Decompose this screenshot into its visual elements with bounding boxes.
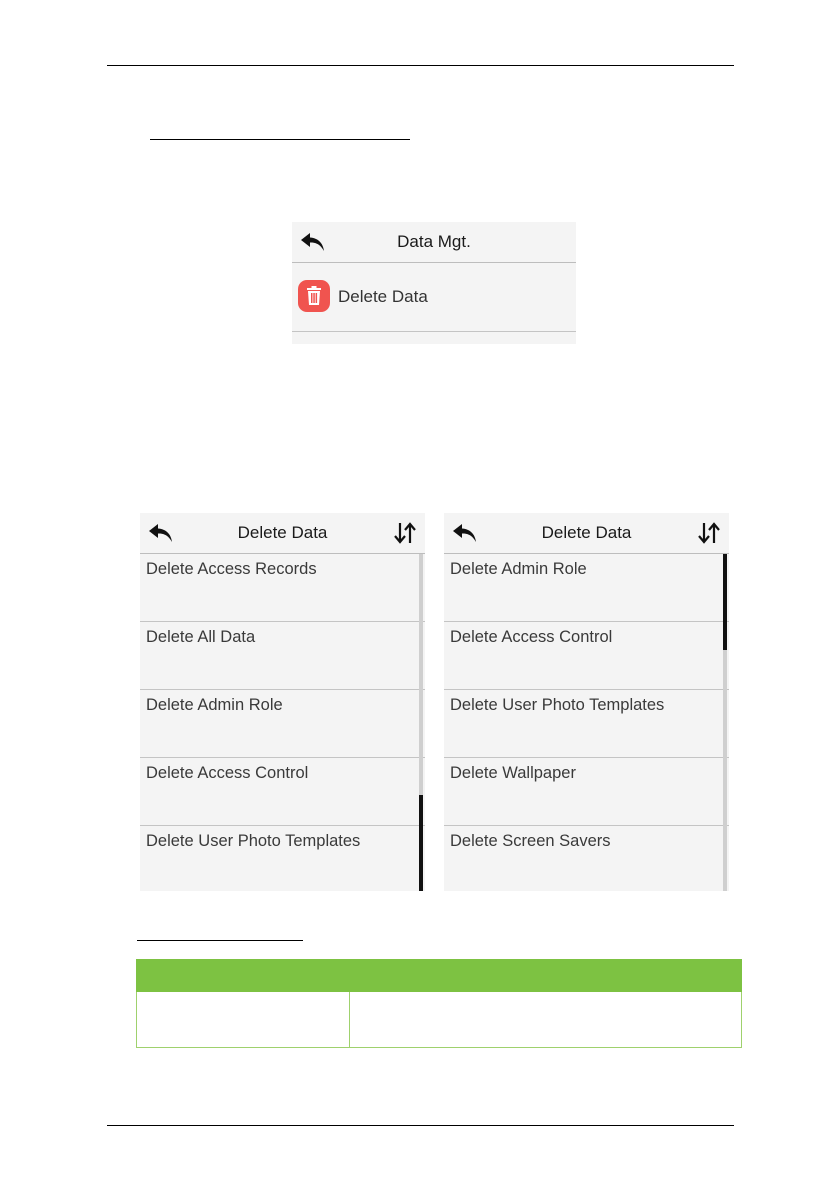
screen-title: Delete Data xyxy=(237,523,328,542)
data-mgt-screen xyxy=(292,222,576,344)
scrollbar[interactable] xyxy=(419,554,423,891)
scrollbar[interactable] xyxy=(723,554,727,891)
list-item-label: Delete Admin Role xyxy=(146,696,283,714)
list-item-label: Delete Access Control xyxy=(146,764,309,782)
list-item[interactable] xyxy=(140,826,425,891)
list-item-label: Delete Wallpaper xyxy=(450,764,576,782)
sort-arrows-icon[interactable] xyxy=(697,521,721,545)
footer-rule xyxy=(107,1125,734,1126)
screen-title: Delete Data xyxy=(541,523,632,542)
screen-title: Data Mgt. xyxy=(397,232,471,251)
list-item-label: Delete Screen Savers xyxy=(450,832,611,850)
table-cell xyxy=(137,992,350,1048)
list-item-label: Delete All Data xyxy=(146,628,256,646)
header-rule xyxy=(107,65,734,66)
table-header-cell xyxy=(137,960,350,992)
trash-icon xyxy=(298,280,330,312)
scrollbar-thumb[interactable] xyxy=(723,554,727,650)
list-item[interactable] xyxy=(444,826,729,891)
table-cell xyxy=(350,992,742,1048)
list-item[interactable] xyxy=(444,622,729,690)
menu-item-delete-data[interactable] xyxy=(292,263,576,332)
menu-item-label: Delete Data xyxy=(338,287,428,306)
list-item[interactable] xyxy=(444,690,729,758)
list-item[interactable] xyxy=(140,622,425,690)
list-item-label: Delete Admin Role xyxy=(450,560,587,578)
table-header-cell xyxy=(350,960,742,992)
list-item[interactable] xyxy=(444,758,729,826)
list-item-label: Delete User Photo Templates xyxy=(450,696,665,714)
parameter-table xyxy=(136,959,742,1048)
table-header-row xyxy=(137,960,742,992)
table-row xyxy=(137,992,742,1048)
delete-data-screen-1 xyxy=(140,513,425,891)
screen-header xyxy=(140,513,425,554)
list-item[interactable] xyxy=(444,554,729,622)
scrollbar-thumb[interactable] xyxy=(419,795,423,891)
screen-header xyxy=(444,513,729,554)
list-item-label: Delete Access Records xyxy=(146,560,317,578)
section-heading-underline xyxy=(150,139,410,140)
screen-header xyxy=(292,222,576,263)
section-heading-underline xyxy=(137,940,303,941)
list-item[interactable] xyxy=(140,758,425,826)
delete-data-screen-2 xyxy=(444,513,729,891)
list-item-label: Delete Access Control xyxy=(450,628,613,646)
list-item[interactable] xyxy=(140,554,425,622)
list-item[interactable] xyxy=(140,690,425,758)
sort-arrows-icon[interactable] xyxy=(393,521,417,545)
list-item-label: Delete User Photo Templates xyxy=(146,832,361,850)
